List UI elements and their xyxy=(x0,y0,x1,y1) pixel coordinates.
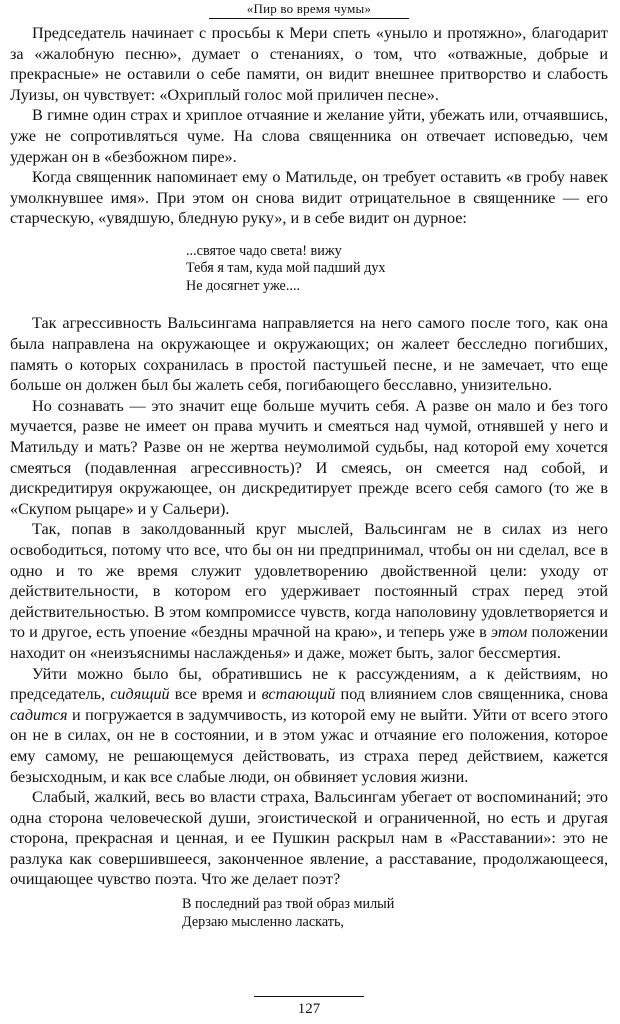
paragraph-5: Но сознавать — это значит еще больше мучить себя. А разве он мало и без того мучается, разве не имеет он права мучить и смеяться над чумой, отнявшей у него и Матильду и мать? Разве он не жертва неумолимой судьбы, над которой ему хочется смеяться (подавленная агрессивность)? И смеясь, он смеется над собой, и дискредитируя окружающее, он дискредитирует прежде всего себя самого (то же в «Скупом рыцаре» и у Сальери). xyxy=(10,396,608,518)
verse-line: Не досягнет уже.... xyxy=(186,277,301,294)
italic-word: садится xyxy=(10,705,68,724)
paragraph-6-text: Так, попав в заколдованный круг мыслей, Вальсингам не в силах из него освободиться, потому что все, что бы он ни предпринимал, чтобы он ни сделал, все в одно и то же время служит удовлетворению двойственной цели: уходу от действительности, в котором его удерживает постоянный страх перед этой действительностью. В этом компромиссе чувств, когда наполовину удовлетворяется и то и другое, есть упоение «бездны мрачной на краю», и теперь уже в xyxy=(10,520,608,642)
paragraph-7 xyxy=(10,664,608,788)
paragraph-7-text: все время и xyxy=(174,685,257,704)
verse-line: Тебя я там, куда мой падший дух xyxy=(186,260,386,277)
verse-quote-1 xyxy=(186,243,608,296)
footer-rule xyxy=(254,996,364,997)
book-page xyxy=(10,0,608,1024)
verse-line: Дерзаю мысленно ласкать, xyxy=(182,913,344,930)
paragraph-2: В гимне один страх и хриплое отчаяние и желание уйти, убежать или, отчаявшись, уже не сопротивляться чуме. На слова священника он отвечает исповедью, чем удержан он в «безбожном пире». xyxy=(10,106,608,166)
paragraph-6 xyxy=(10,519,608,663)
paragraph-3: Когда священник напоминает ему о Матильде, он требует оставить «в гробу навек умолкнувшее имя». При этом он снова видит отрицательное в священнике — его старческую, «увядшую, бледную руку», и в себе видит он дурное: xyxy=(10,168,608,228)
verse-quote-2 xyxy=(182,896,608,931)
paragraph-6-text: положении находит он «неизъяснимы наслажденья» и даже, может быть, залог бессмертия. xyxy=(10,623,608,662)
italic-word: этом xyxy=(490,623,528,642)
header-rule xyxy=(209,18,409,19)
italic-word: сидящий xyxy=(110,685,170,704)
running-title: «Пир во время чумы» xyxy=(246,1,372,16)
paragraph-7-text: под влиянием слов священника, снова xyxy=(340,685,609,704)
verse-line: ...святое чадо света! вижу xyxy=(186,242,342,259)
paragraph-8: Слабый, жалкий, весь во власти страха, Вальсингам убегает от воспоминаний; это одна сторона человеческой души, эгоистической и ограниченной, но есть и другая сторона, прекрасная и ценная, и ее Пушкин раскрыл нам в «Расставании»: это не разлука как совершившееся, законченное явление, а расставание, продолжающееся, очищающее чувство поэта. Что же делает поэт? xyxy=(10,788,608,889)
verse-line: В последний раз твой образ милый xyxy=(182,896,395,913)
body-text xyxy=(10,23,608,931)
italic-word: встающий xyxy=(261,685,336,704)
page-number: 127 xyxy=(297,1001,321,1017)
paragraph-1: Председатель начинает с просьбы к Мери спеть «уныло и протяжно», благодарит за «жалобную песню», думает о стенаниях, о том, что «отважные, добрые и прекрасные» не оставили о себе памяти, он видит внешнее притворство и слабость Луизы, он чувствует: «Охриплый голос мой приличен песне». xyxy=(10,24,608,104)
paragraph-7-text: Уйти можно было бы, обратившись не к рассуждениям, а к действиям, но председатель, xyxy=(10,664,608,704)
paragraph-7-text: и погружается в задумчивость, из которой ему не выйти. Уйти от всего этого он не в силах, он не в состоянии, и в этом ужас и отчаяние его положения, которое ему самому, не решающемуся действовать, из страха перед действием, кажется безысходным, и как все слабые люди, он обвиняет условия жизни. xyxy=(10,705,608,786)
paragraph-4: Так агрессивность Вальсингама направляется на него самого после того, как она была направлена на окружающее и окружающих; он жалеет бесследно погибших, память о которых сохранилась в простой пастушьей песне, и не замечает, что еще больше он должен был бы жалеть себя, погибающего бесславно, унизительно. xyxy=(10,314,608,395)
